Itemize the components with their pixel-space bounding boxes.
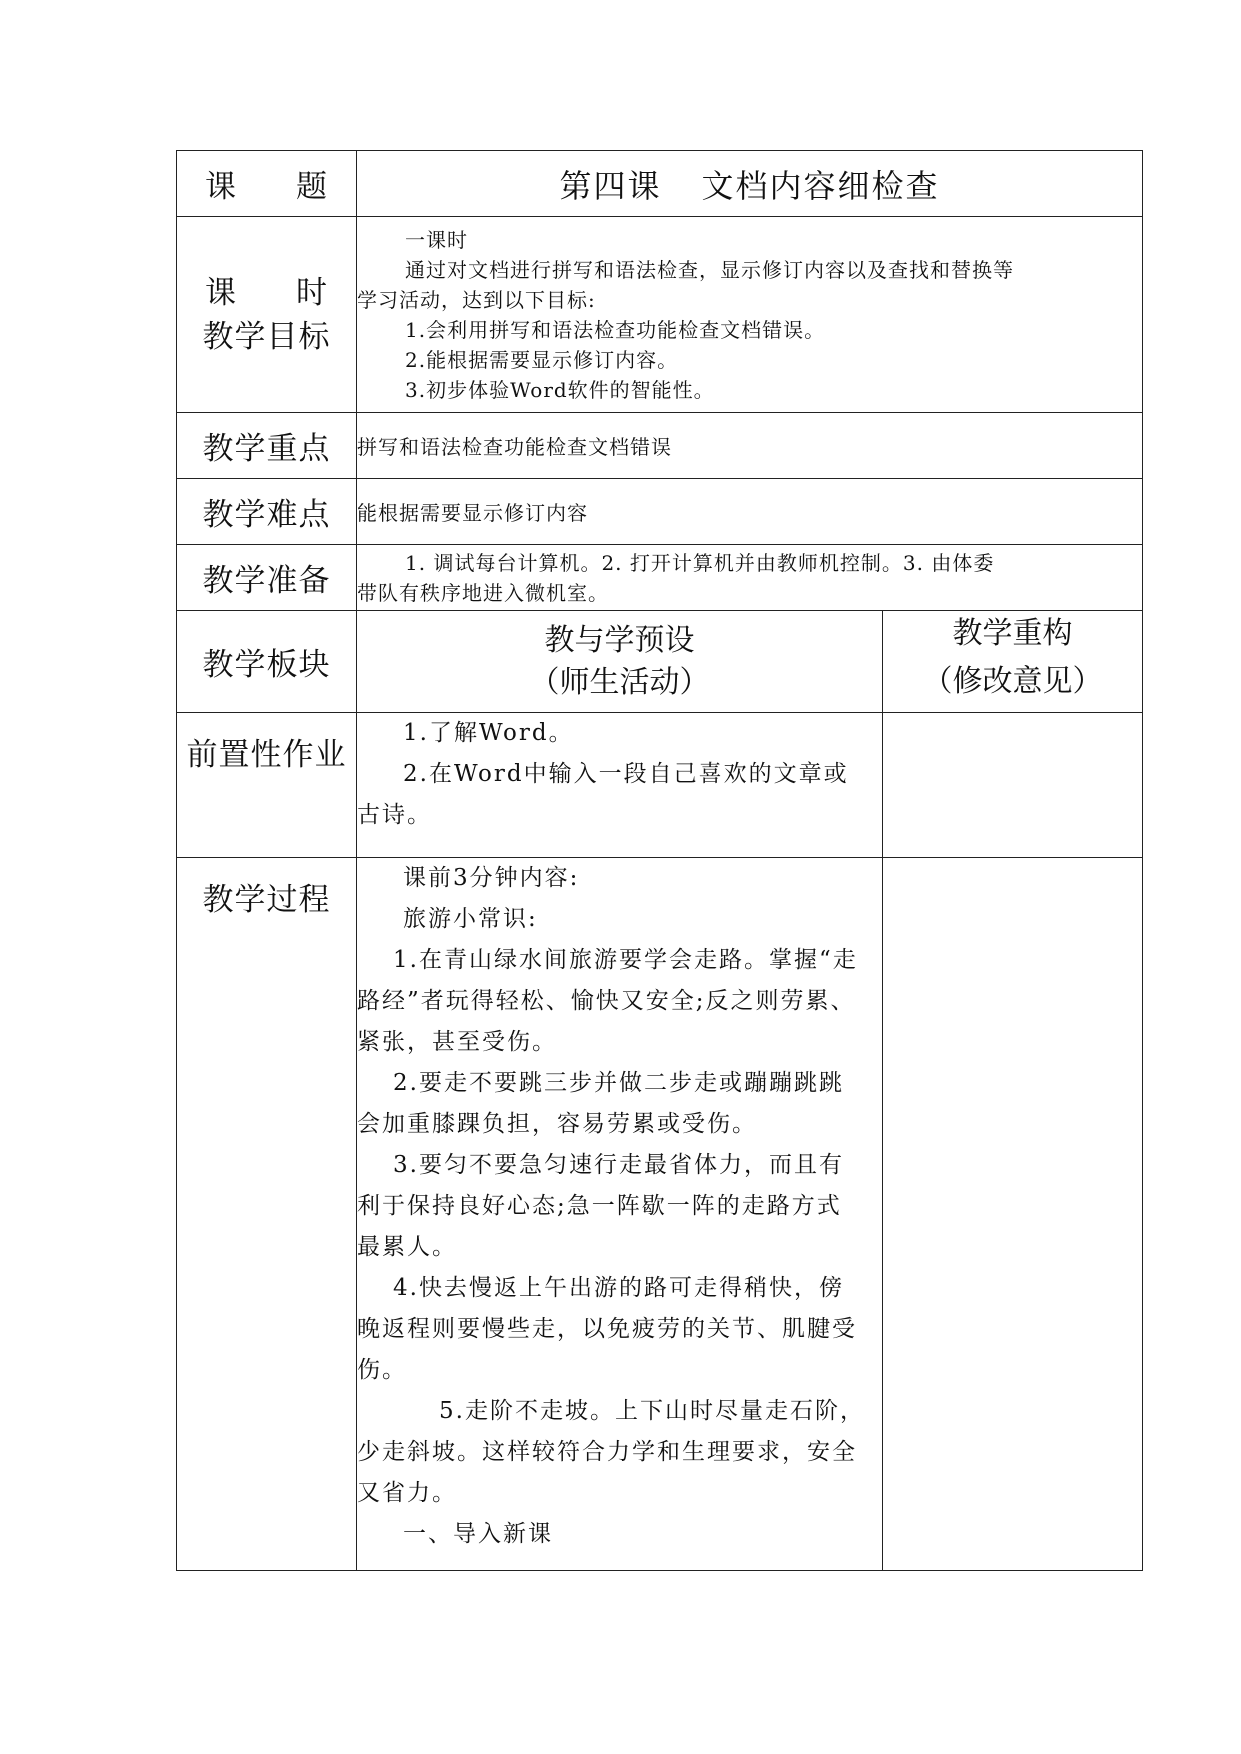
homework-line: 1.了解Word。 (403, 720, 574, 746)
difficulty-text: 能根据需要显示修订内容 (357, 479, 1143, 545)
process-row (177, 858, 1143, 1571)
process-line: 旅游小常识: (403, 906, 538, 932)
rebuild-header-line-1: 教学重构 (952, 616, 1073, 651)
preparation-line-1: 1. 调试每台计算机。2. 打开计算机并由教师机控制。3. 由体委 (405, 550, 995, 575)
process-line: 晚返程则要慢些走，以免疲劳的关节、肌腱受 (357, 1316, 857, 1342)
pre-homework-content (357, 713, 883, 858)
key-point-text: 拼写和语法检查功能检查文档错误 (357, 413, 1143, 479)
difficulty-row (177, 479, 1143, 545)
preset-header-line-1: 教与学预设 (544, 622, 695, 658)
objectives-label-2: 教学目标 (202, 318, 331, 355)
objective-line: 学习活动，达到以下目标: (357, 287, 596, 312)
process-line: 课前3分钟内容: (403, 865, 580, 891)
columns-header-row (177, 611, 1143, 713)
pre-homework-notes (883, 713, 1143, 858)
process-line: 路经”者玩得轻松、愉快又安全;反之则劳累、 (357, 988, 856, 1014)
objective-line: 2.能根据需要显示修订内容。 (405, 347, 679, 372)
process-line: 又省力。 (357, 1480, 457, 1506)
topic-label-cell (177, 151, 357, 217)
objectives-label-cell (177, 217, 357, 413)
process-line: 4.快去慢返上午出游的路可走得稍快，傍 (393, 1275, 844, 1301)
process-line: 会加重膝踝负担，容易劳累或受伤。 (357, 1111, 757, 1137)
pre-homework-label: 前置性作业 (177, 713, 357, 858)
lesson-plan-table (176, 150, 1143, 1571)
objective-line: 3.初步体验Word软件的智能性。 (405, 377, 715, 402)
process-line: 伤。 (357, 1357, 407, 1383)
process-line: 1.在青山绿水间旅游要学会走路。掌握“走 (393, 947, 858, 973)
preparation-label: 教学准备 (177, 545, 357, 611)
lesson-number: 第四课 (559, 166, 662, 205)
preset-header-line-2: （师生活动） (529, 664, 710, 700)
topic-label-a: 课 (205, 169, 237, 205)
preparation-line-2: 带队有秩序地进入微机室。 (357, 580, 609, 605)
key-point-row (177, 413, 1143, 479)
preparation-row (177, 545, 1143, 611)
process-notes (883, 858, 1143, 1571)
rebuild-header (883, 611, 1143, 713)
process-line: 最累人。 (357, 1234, 457, 1260)
topic-label-b: 题 (296, 169, 328, 205)
objective-line: 一课时 (405, 227, 468, 252)
process-line: 3.要匀不要急匀速行走最省体力，而且有 (393, 1152, 844, 1178)
difficulty-label: 教学难点 (177, 479, 357, 545)
lesson-title-cell (357, 151, 1143, 217)
process-content (357, 858, 883, 1571)
process-line: 紧张，甚至受伤。 (357, 1029, 557, 1055)
preparation-text (357, 545, 1143, 611)
process-line: 2.要走不要跳三步并做二步走或蹦蹦跳跳 (393, 1070, 844, 1096)
process-line: 少走斜坡。这样较符合力学和生理要求，安全 (357, 1439, 857, 1465)
lesson-title: 文档内容细检查 (701, 166, 940, 205)
rebuild-header-line-2: （修改意见） (922, 664, 1103, 699)
columns-label: 教学板块 (177, 611, 357, 713)
process-line: 利于保持良好心态;急一阵歇一阵的走路方式 (357, 1193, 842, 1219)
key-point-label: 教学重点 (177, 413, 357, 479)
process-line: 5.走阶不走坡。上下山时尽量走石阶， (439, 1398, 865, 1424)
process-line: 一、导入新课 (403, 1521, 553, 1547)
objectives-content (357, 217, 1143, 413)
objectives-label-b: 时 (296, 274, 328, 311)
preset-header (357, 611, 883, 713)
topic-row (177, 151, 1143, 217)
objectives-row (177, 217, 1143, 413)
process-label: 教学过程 (177, 858, 357, 1571)
objectives-label-a: 课 (205, 274, 237, 311)
pre-homework-row (177, 713, 1143, 858)
objective-line: 1.会利用拼写和语法检查功能检查文档错误。 (405, 317, 826, 342)
objective-line: 通过对文档进行拼写和语法检查，显示修订内容以及查找和替换等 (405, 257, 1014, 282)
homework-line: 2.在Word中输入一段自己喜欢的文章或 (403, 761, 849, 787)
homework-line: 古诗。 (357, 802, 432, 828)
